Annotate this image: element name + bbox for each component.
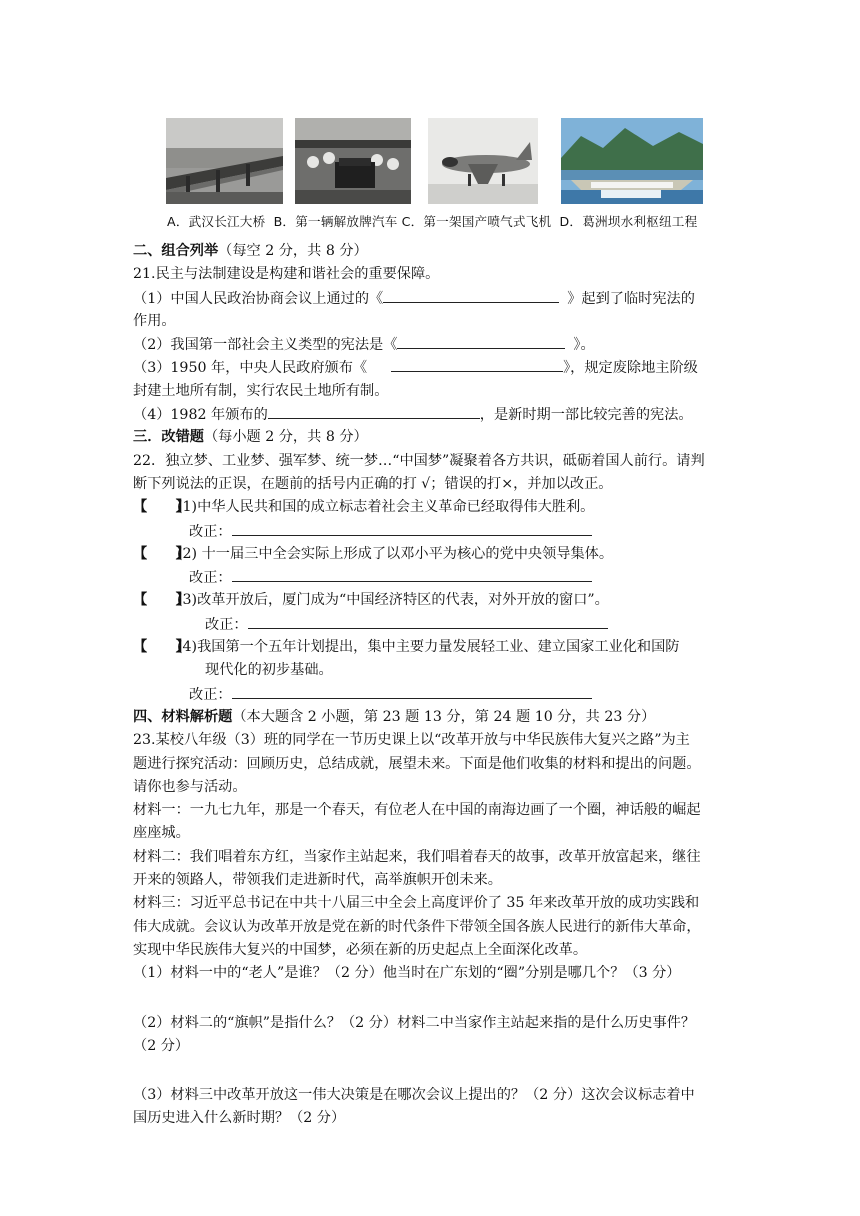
car-factory-photo <box>295 118 411 204</box>
q21-item4: （4）1982 年颁布的 ，是新时期一部比较完善的宪法。 <box>133 403 733 426</box>
material-2-line2: 开来的领路人，带领我们走进新时代，高举旗帜开创未来。 <box>133 872 502 889</box>
question-2-line2: （2 分） <box>133 1037 190 1054</box>
question-2-line1: （2）材料二的“旗帜”是指什么？（2 分）材料二中当家作主站起来指的是什么历史事件？ <box>133 1014 696 1031</box>
exam-content <box>133 240 733 1131</box>
question-3-line1: （3）材料三中改革开放这一伟大决策是在哪次会议上提出的？（2 分）这次会议标志着中 <box>133 1087 695 1104</box>
answer-bracket-4[interactable]: 【 】 <box>133 639 190 656</box>
q23-stem-line3: 请你也参与活动。 <box>133 778 247 795</box>
q23-stem-line2: 题进行探究活动：回顾历史，总结成就，展望未来。下面是他们收集的材料和提出的问题。 <box>133 755 701 772</box>
section3-title: 三．改错题 <box>133 429 204 446</box>
q22-correction-3: 改正： <box>133 613 733 636</box>
material-3-line1: 材料三：习近平总书记在中共十八届三中全会上高度评价了 35 年来改革开放的成功实践和 <box>133 895 700 912</box>
answer-bracket-1[interactable]: 【 】 <box>133 499 190 516</box>
section2-title: 二、组合列举 <box>133 243 219 259</box>
q22-correction-2: 改正： <box>133 566 733 589</box>
caption-d: D．葛洲坝水利枢纽工程 <box>559 214 698 229</box>
answer-blank-2[interactable] <box>397 333 565 349</box>
q22-correction-4: 改正： <box>133 683 733 706</box>
q22-statement-4-cont: 现代化的初步基础。 <box>205 662 333 679</box>
material-2-line1: 材料二：我们唱着东方红，当家作主站起来，我们唱着春天的故事，改革开放富起来，继往 <box>133 848 701 865</box>
correction-blank-2[interactable] <box>232 566 592 582</box>
q21-item1: （1）中国人民政治协商会议上通过的《 》起到了临时宪法的 <box>133 287 733 310</box>
q22-stem-line1: 22．独立梦、工业梦、强军梦、统一梦…“中国梦”凝聚着各方共识，砥砺着国人前行。请判 <box>133 452 705 469</box>
dam-photo <box>561 118 703 204</box>
q22-statement-1: 【 】(1)中华人民共和国的成立标志着社会主义革命已经取得伟大胜利。 <box>133 496 733 519</box>
caption-b: B．第一辆解放牌汽车 <box>273 214 398 229</box>
q22-statement-3: 【 】(3)改革开放后，厦门成为“中国经济特区的代表，对外开放的窗口”。 <box>133 589 733 612</box>
question-3-line2: 国历史进入什么新时期？（2 分） <box>133 1110 346 1127</box>
answer-blank-4[interactable] <box>268 403 480 419</box>
section4-note: （本大题含 2 小题，第 23 题 13 分，第 24 题 10 分，共 23 分） <box>232 708 656 725</box>
section2-note: （每空 2 分，共 8 分） <box>218 243 368 259</box>
q22-correction-1: 改正： <box>133 520 733 543</box>
q21-stem: 21.民主与法制建设是构建和谐社会的重要保障。 <box>133 266 440 283</box>
photo-strip <box>0 118 860 204</box>
section3-note: （每小题 2 分，共 8 分） <box>203 429 368 446</box>
bridge-photo <box>166 118 283 204</box>
correction-blank-3[interactable] <box>248 613 608 629</box>
jet-aircraft-photo <box>428 118 538 204</box>
material-3-line3: 实现中华民族伟大复兴的中国梦，必须在新的历史起点上全面深化改革。 <box>133 941 588 958</box>
q22-statement-2: 【 】(2) 十一届三中全会实际上形成了以邓小平为核心的党中央领导集体。 <box>133 543 733 566</box>
q21-item2: （2）我国第一部社会主义类型的宪法是《 》。 <box>133 333 733 356</box>
correction-blank-1[interactable] <box>232 520 592 536</box>
answer-bracket-2[interactable]: 【 】 <box>133 545 190 562</box>
caption-a: A．武汉长江大桥 <box>167 214 266 229</box>
section2-heading <box>133 240 733 263</box>
section4-heading <box>133 706 733 729</box>
material-3-line2: 伟大成就。会议认为改革开放是党在新的时代条件下带领全国各族人民进行的新伟大革命， <box>133 918 701 935</box>
material-1-line1: 材料一：一九七九年，那是一个春天，有位老人在中国的南海边画了一个圈，神话般的崛起 <box>133 802 701 819</box>
q22-stem-line2: 断下列说法的正误，在题前的括号内正确的打 √；错误的打×，并加以改正。 <box>133 475 613 492</box>
answer-blank-1[interactable] <box>383 287 559 303</box>
q22-statement-4: 【 】(4)我国第一个五年计划提出，集中主要力量发展轻工业、建立国家工业化和国防 <box>133 636 733 659</box>
q21-item3: （3）1950 年，中央人民政府颁布《 》，规定废除地主阶级 <box>133 356 733 379</box>
question-1: （1）材料一中的“老人”是谁？（2 分）他当时在广东划的“圈”分别是哪几个？（3 分） <box>133 965 681 982</box>
section3-heading <box>133 426 733 449</box>
q23-stem-line1: 23.某校八年级（3）班的同学在一节历史课上以“改革开放与中华民族伟大复兴之路”为主 <box>133 732 690 749</box>
photo-captions <box>167 211 767 230</box>
answer-blank-3[interactable] <box>391 356 563 372</box>
q21-item1-cont: 作用。 <box>133 312 176 329</box>
answer-bracket-3[interactable]: 【 】 <box>133 592 190 609</box>
caption-c: C．第一架国产喷气式飞机 <box>401 214 552 229</box>
material-1-line2: 座座城。 <box>133 825 190 842</box>
q21-item3-cont: 封建土地所有制，实行农民土地所有制。 <box>133 382 389 399</box>
correction-blank-4[interactable] <box>232 683 592 699</box>
section4-title: 四、材料解析题 <box>133 708 233 725</box>
